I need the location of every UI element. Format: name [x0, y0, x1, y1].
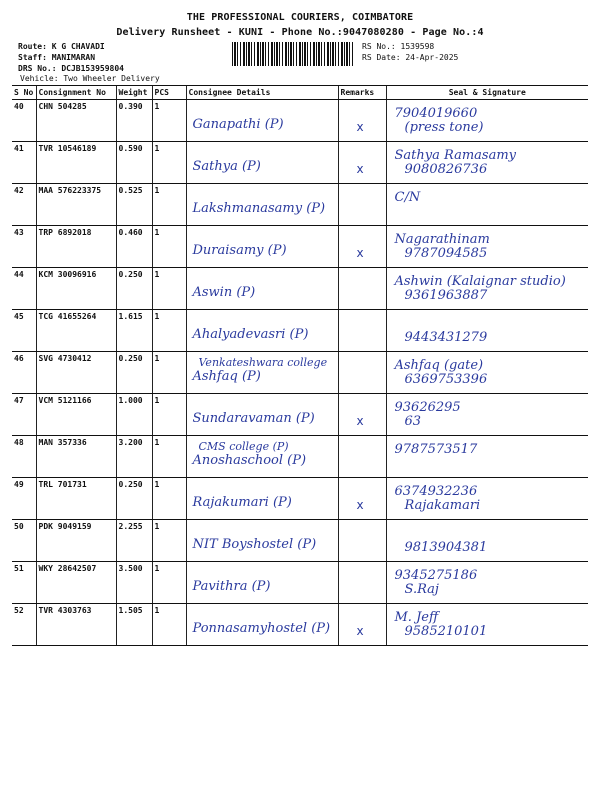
cell-signature — [386, 142, 588, 184]
runsheet-table — [12, 85, 588, 646]
cell-signature — [386, 100, 588, 142]
signature-line-2: S.Raj — [404, 582, 439, 597]
remark-mark: x — [356, 120, 364, 134]
table-row — [12, 604, 588, 646]
cell-signature — [386, 394, 588, 436]
rs-date: RS Date: 24-Apr-2025 — [362, 53, 459, 62]
barcode — [232, 42, 354, 66]
signature-line-1: Ashwin (Kalaignar studio) — [394, 274, 566, 289]
col-remarks: Remarks — [338, 86, 386, 100]
table-row — [12, 562, 588, 604]
cell-consignment-no: VCM 5121166 — [36, 394, 116, 436]
cell-consignee — [186, 310, 338, 352]
cell-consignment-no: TRP 6892018 — [36, 226, 116, 268]
cell-remarks — [338, 100, 386, 142]
cell-sno: 48 — [12, 436, 36, 478]
cell-consignment-no: PDK 9049159 — [36, 520, 116, 562]
signature-line-1: 7904019660 — [394, 106, 478, 121]
table-row — [12, 184, 588, 226]
cell-pcs: 1 — [152, 100, 186, 142]
cell-pcs: 1 — [152, 478, 186, 520]
cell-signature — [386, 436, 588, 478]
col-pcs: PCS — [152, 86, 186, 100]
cell-sno: 50 — [12, 520, 36, 562]
cell-weight: 2.255 — [116, 520, 152, 562]
cell-signature — [386, 562, 588, 604]
table-row — [12, 478, 588, 520]
signature-line-1: Ashfaq (gate) — [394, 358, 484, 373]
cell-sno: 43 — [12, 226, 36, 268]
cell-sno: 41 — [12, 142, 36, 184]
cell-sno: 42 — [12, 184, 36, 226]
table-row — [12, 520, 588, 562]
cell-consignment-no: CHN 504285 — [36, 100, 116, 142]
cell-remarks — [338, 478, 386, 520]
consignee-handwriting: Pavithra (P) — [192, 579, 271, 594]
route-label: Route: K G CHAVADI — [18, 42, 105, 51]
cell-consignment-no: WKY 28642507 — [36, 562, 116, 604]
cell-remarks — [338, 604, 386, 646]
cell-remarks — [338, 436, 386, 478]
cell-consignee — [186, 142, 338, 184]
cell-pcs: 1 — [152, 394, 186, 436]
cell-consignment-no: MAN 357336 — [36, 436, 116, 478]
cell-consignee — [186, 478, 338, 520]
col-consignment-no: Consignment No — [36, 86, 116, 100]
signature-line-1: Sathya Ramasamy — [394, 148, 516, 163]
page-title: THE PROFESSIONAL COURIERS, COIMBATORE — [186, 12, 414, 23]
signature-line-1: 93626295 — [394, 400, 461, 415]
cell-pcs: 1 — [152, 352, 186, 394]
cell-weight: 3.500 — [116, 562, 152, 604]
cell-signature — [386, 478, 588, 520]
signature-line-1: 9345275186 — [394, 568, 478, 583]
remark-mark: x — [356, 498, 364, 512]
signature-line-2: (press tone) — [404, 120, 484, 135]
consignee-handwriting: Sundaravaman (P) — [192, 411, 315, 426]
cell-pcs: 1 — [152, 436, 186, 478]
consignee-handwriting: Anoshaschool (P) — [192, 453, 307, 468]
consignee-handwriting: Lakshmanasamy (P) — [192, 201, 326, 216]
remark-mark: x — [356, 162, 364, 176]
cell-remarks — [338, 352, 386, 394]
cell-consignment-no: MAA 576223375 — [36, 184, 116, 226]
cell-weight: 0.590 — [116, 142, 152, 184]
table-header-row — [12, 86, 588, 100]
cell-sno: 49 — [12, 478, 36, 520]
cell-sno: 52 — [12, 604, 36, 646]
cell-pcs: 1 — [152, 226, 186, 268]
signature-line-2: 9787094585 — [404, 246, 488, 261]
rs-number: RS No.: 1539598 — [362, 42, 435, 51]
cell-pcs: 1 — [152, 268, 186, 310]
cell-consignee — [186, 604, 338, 646]
signature-line-2: 9813904381 — [404, 540, 488, 555]
cell-signature — [386, 184, 588, 226]
table-row — [12, 142, 588, 184]
cell-consignee — [186, 352, 338, 394]
table-row — [12, 268, 588, 310]
cell-remarks — [338, 562, 386, 604]
cell-sno: 44 — [12, 268, 36, 310]
cell-consignee — [186, 268, 338, 310]
cell-consignee — [186, 184, 338, 226]
cell-consignment-no: KCM 30096916 — [36, 268, 116, 310]
cell-consignee — [186, 562, 338, 604]
cell-pcs: 1 — [152, 562, 186, 604]
drs-number: DRS No.: DCJB153959804 — [18, 64, 124, 73]
remark-mark: x — [356, 246, 364, 260]
signature-line-2: 6369753396 — [404, 372, 488, 387]
consignee-handwriting: Ponnasamyhostel (P) — [192, 621, 331, 636]
table-row — [12, 100, 588, 142]
signature-line-1: 6374932236 — [394, 484, 478, 499]
cell-weight: 0.250 — [116, 478, 152, 520]
consignee-handwriting: Ashfaq (P) — [192, 369, 261, 384]
remark-mark: x — [356, 414, 364, 428]
consignee-handwriting: Rajakumari (P) — [192, 495, 292, 510]
cell-consignee — [186, 520, 338, 562]
consignee-handwriting: Sathya (P) — [192, 159, 261, 174]
signature-line-2: 9585210101 — [404, 624, 488, 639]
cell-consignee — [186, 226, 338, 268]
table-row — [12, 436, 588, 478]
cell-consignment-no: TVR 10546189 — [36, 142, 116, 184]
col-weight: Weight — [116, 86, 152, 100]
cell-consignment-no: SVG 4730412 — [36, 352, 116, 394]
signature-line-2: 9361963887 — [404, 288, 488, 303]
cell-pcs: 1 — [152, 520, 186, 562]
remark-mark: x — [356, 624, 364, 638]
cell-weight: 0.525 — [116, 184, 152, 226]
cell-remarks — [338, 268, 386, 310]
cell-consignee — [186, 100, 338, 142]
cell-weight: 1.000 — [116, 394, 152, 436]
cell-signature — [386, 268, 588, 310]
consignee-handwriting: Duraisamy (P) — [192, 243, 287, 258]
signature-line-2: 63 — [404, 414, 422, 429]
cell-sno: 45 — [12, 310, 36, 352]
cell-remarks — [338, 142, 386, 184]
cell-consignment-no: TCG 41655264 — [36, 310, 116, 352]
cell-remarks — [338, 184, 386, 226]
cell-signature — [386, 520, 588, 562]
consignee-note: CMS college (P) — [198, 440, 289, 453]
cell-sno: 46 — [12, 352, 36, 394]
cell-pcs: 1 — [152, 310, 186, 352]
consignee-handwriting: NIT Boyshostel (P) — [192, 537, 317, 552]
table-row — [12, 352, 588, 394]
signature-line-1: M. Jeff — [394, 610, 439, 625]
signature-line-2: 9443431279 — [404, 330, 488, 345]
consignee-handwriting: Ganapathi (P) — [192, 117, 284, 132]
staff-label: Staff: MANIMARAN — [18, 53, 96, 62]
cell-signature — [386, 226, 588, 268]
consignee-handwriting: Aswin (P) — [192, 285, 256, 300]
cell-consignment-no: TVR 4303763 — [36, 604, 116, 646]
consignee-handwriting: Ahalyadevasri (P) — [192, 327, 309, 342]
cell-weight: 3.200 — [116, 436, 152, 478]
cell-pcs: 1 — [152, 184, 186, 226]
signature-line-2: Rajakamari — [404, 498, 481, 513]
vehicle-label: Vehicle: Two Wheeler Delivery — [20, 74, 160, 83]
cell-consignee — [186, 394, 338, 436]
signature-line-1: 9787573517 — [394, 442, 478, 457]
cell-weight: 0.390 — [116, 100, 152, 142]
cell-weight: 1.505 — [116, 604, 152, 646]
signature-line-1: C/N — [394, 190, 421, 205]
cell-remarks — [338, 310, 386, 352]
signature-line-1: Nagarathinam — [394, 232, 490, 247]
cell-weight: 0.250 — [116, 268, 152, 310]
cell-remarks — [338, 226, 386, 268]
page-subtitle: Delivery Runsheet - KUNI - Phone No.:9047080280 - Page No.:4 — [116, 27, 484, 38]
cell-signature — [386, 604, 588, 646]
cell-pcs: 1 — [152, 604, 186, 646]
cell-weight: 0.250 — [116, 352, 152, 394]
cell-remarks — [338, 394, 386, 436]
cell-signature — [386, 352, 588, 394]
cell-remarks — [338, 520, 386, 562]
col-consignee: Consignee Details — [186, 86, 338, 100]
cell-consignment-no: TRL 701731 — [36, 478, 116, 520]
col-sno: S No — [12, 86, 36, 100]
cell-sno: 40 — [12, 100, 36, 142]
cell-sno: 51 — [12, 562, 36, 604]
cell-pcs: 1 — [152, 142, 186, 184]
consignee-note: Venkateshwara college — [198, 356, 328, 369]
cell-signature — [386, 310, 588, 352]
cell-weight: 1.615 — [116, 310, 152, 352]
cell-consignee — [186, 436, 338, 478]
signature-line-2: 9080826736 — [404, 162, 488, 177]
cell-sno: 47 — [12, 394, 36, 436]
table-row — [12, 226, 588, 268]
table-row — [12, 394, 588, 436]
cell-weight: 0.460 — [116, 226, 152, 268]
table-row — [12, 310, 588, 352]
col-signature: Seal & Signature — [386, 86, 588, 100]
